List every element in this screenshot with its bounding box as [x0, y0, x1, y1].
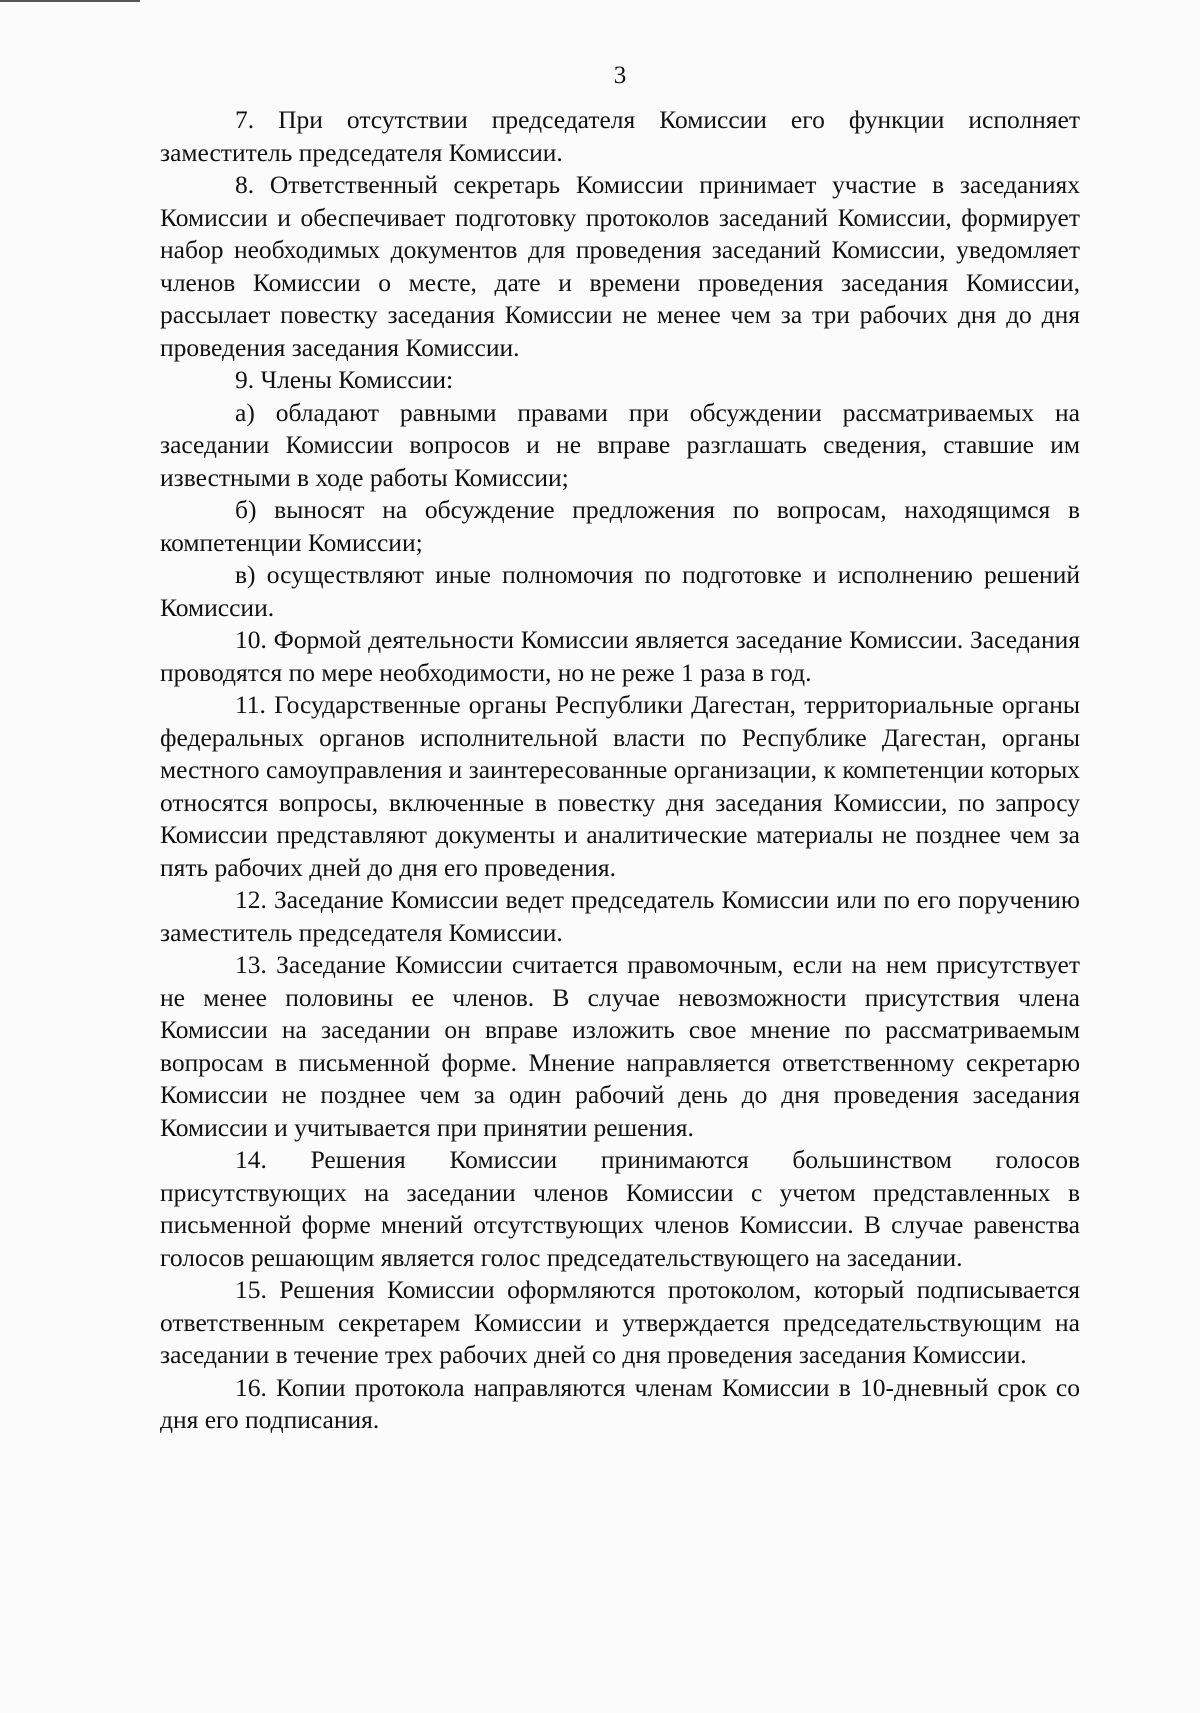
scan-edge-mark [0, 0, 140, 2]
paragraph-15: 15. Решения Комиссии оформляются протоколом, который подписывается ответственным секретарем Комиссии и утверждается председательствующим на заседании в течение трех рабочих дней со дня проведения заседания Комиссии. [160, 1275, 1080, 1369]
paragraph-12: 12. Заседание Комиссии ведет председатель Комиссии или по его поручению заместитель председателя Комиссии. [160, 885, 1080, 947]
paragraph-10: 10. Формой деятельности Комиссии является заседание Комиссии. Заседания проводятся по мере необходимости, но не реже 1 раза в год. [160, 625, 1080, 687]
paragraph-9-b: б) выносят на обсуждение предложения по вопросам, находящимся в компетенции Комиссии; [160, 495, 1080, 557]
page-number: 3 [613, 62, 627, 89]
paragraph-13: 13. Заседание Комиссии считается правомочным, если на нем присутствует не менее половины ее членов. В случае невозможности присутствия члена Комиссии на заседании он вправе изложить свое мнение по рассматриваемым вопросам в письменной форме. Мнение направляется ответственному секретарю Комиссии не позднее чем за один рабочий день до дня проведения заседания Комиссии и учитывается при принятии решения. [160, 950, 1080, 1142]
paragraph-8: 8. Ответственный секретарь Комиссии принимает участие в заседаниях Комиссии и обеспечивает подготовку протоколов заседаний Комиссии, формирует набор необходимых документов для проведения заседаний Комиссии, уведомляет членов Комиссии о месте, дате и времени проведения заседания Комиссии, рассылает повестку заседания Комиссии не менее чем за три рабочих дня до дня проведения заседания Комиссии. [160, 170, 1080, 362]
paragraph-9: 9. Члены Комиссии: [235, 365, 454, 394]
paragraph-14: 14. Решения Комиссии принимаются большинством голосов присутствующих на заседании членов Комиссии с учетом представленных в письменной форме мнений отсутствующих членов Комиссии. В случае равенства голосов решающим является голос председательствующего на заседании. [160, 1145, 1080, 1272]
paragraph-7: 7. При отсутствии председателя Комиссии его функции исполняет заместитель председателя Комиссии. [160, 105, 1080, 167]
paragraph-11: 11. Государственные органы Республики Дагестан, территориальные органы федеральных органов исполнительной власти по Республике Дагестан, органы местного самоуправления и заинтересованные организации, к компетенции которых относятся вопросы, включенные в повестку дня заседания Комиссии, по запросу Комиссии представляют документы и аналитические материалы не позднее чем за пять рабочих дней до дня его проведения. [160, 690, 1080, 882]
document-body [160, 104, 1080, 1437]
paragraph-9-c: в) осуществляют иные полномочия по подготовке и исполнению решений Комиссии. [160, 560, 1080, 622]
paragraph-9-a: а) обладают равными правами при обсуждении рассматриваемых на заседании Комиссии вопросов и не вправе разглашать сведения, ставшие им известными в ходе работы Комиссии; [160, 397, 1080, 492]
paragraph-16: 16. Копии протокола направляются членам Комиссии в 10-дневный срок со дня его подписания. [160, 1372, 1080, 1434]
